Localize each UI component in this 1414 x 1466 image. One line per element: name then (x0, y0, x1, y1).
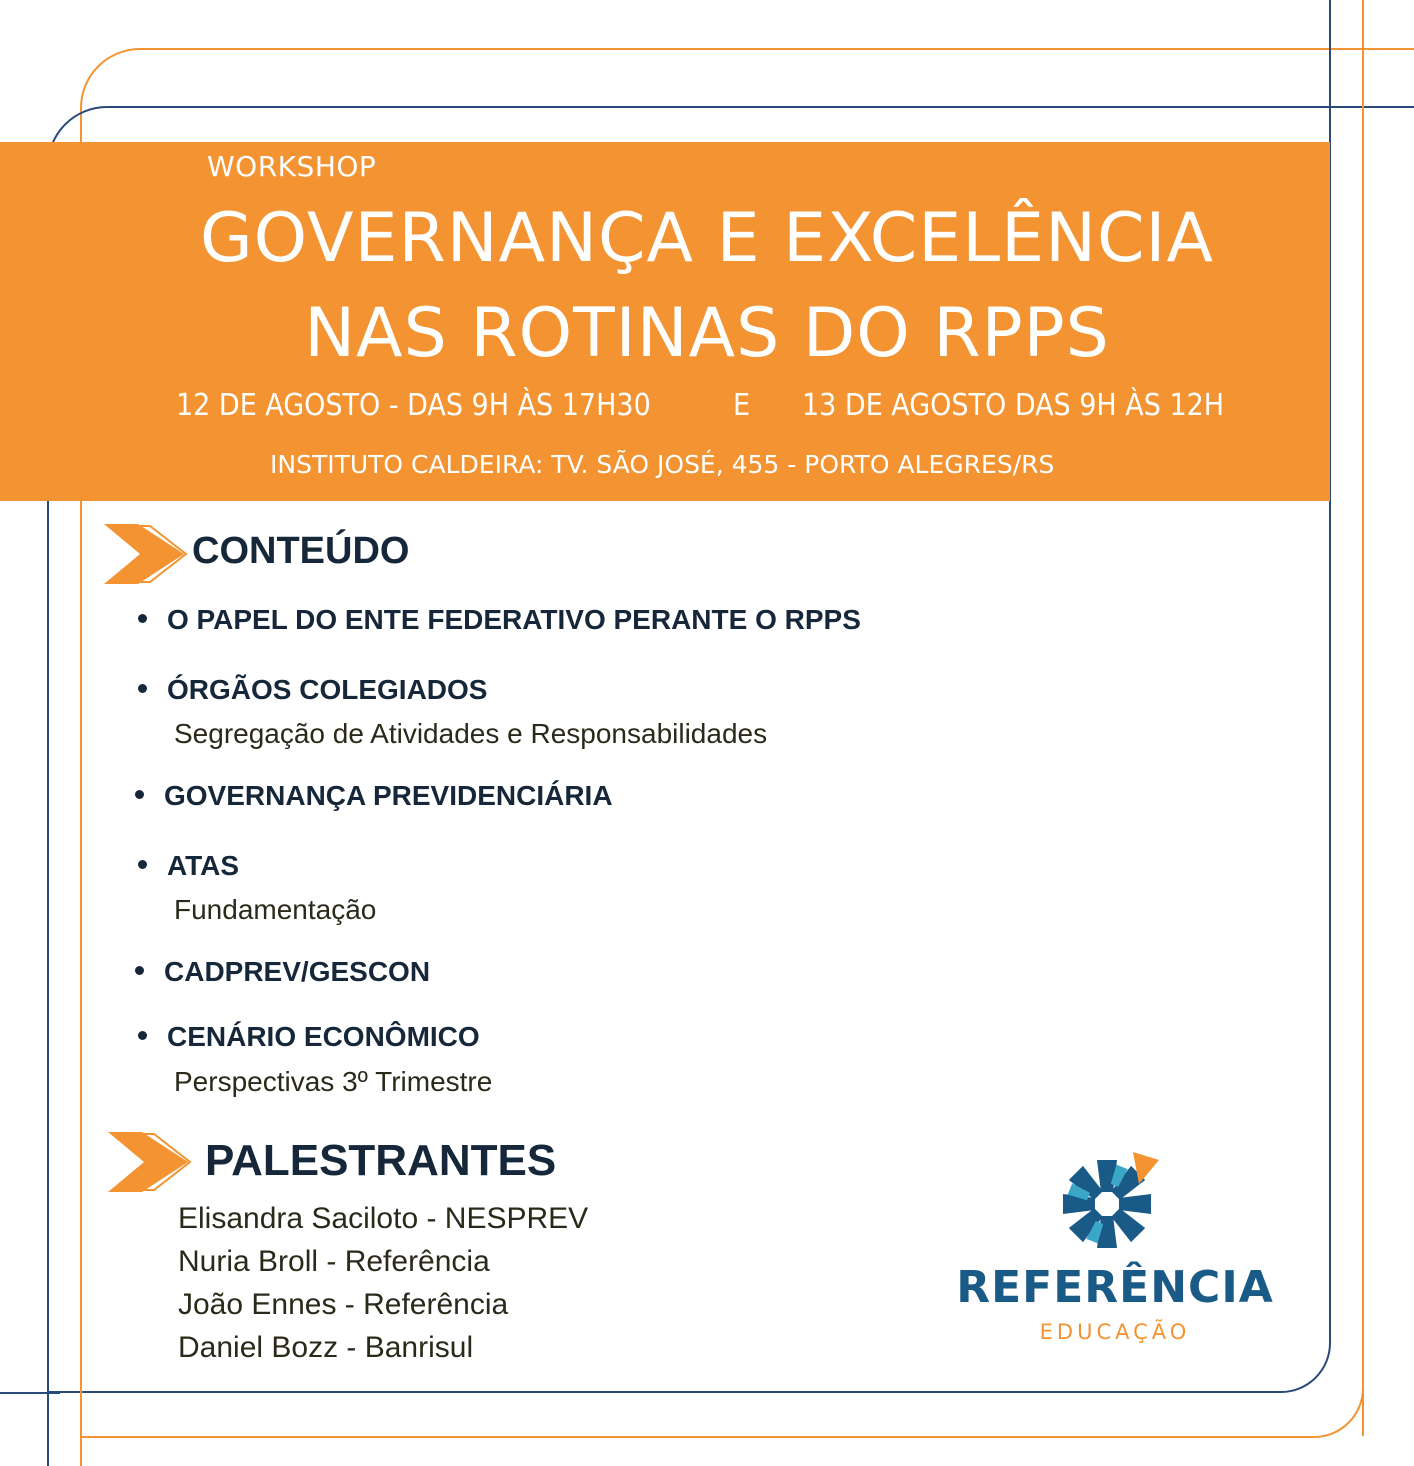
content-item-subtitle: Perspectivas 3º Trimestre (174, 1066, 493, 1097)
content-item: GOVERNANÇA PREVIDENCIÁRIA (135, 780, 613, 812)
orange-frame-left-ext (80, 1380, 82, 1466)
logo-tagline: EDUCAÇÃO (1039, 1320, 1191, 1344)
date-first-day: 12 DE AGOSTO - DAS 9H ÀS 17H30 (176, 388, 651, 423)
speakers-arrow-icon (104, 1128, 194, 1196)
navy-frame-bottom-ext (0, 1392, 60, 1394)
content-item: CADPREV/GESCON (135, 956, 430, 988)
title-line-1: GOVERNANÇA E EXCELÊNCIA (199, 199, 1214, 278)
title-line-2: NAS ROTINAS DO RPPS (304, 294, 1110, 373)
bullet-icon (135, 790, 144, 799)
content-item: ÓRGÃOS COLEGIADOS (138, 674, 487, 706)
content-heading: CONTEÚDO (192, 530, 410, 572)
speaker-name: Elisandra Saciloto - NESPREV (178, 1202, 589, 1235)
content-item-subtitle: Segregação de Atividades e Responsabilidades (174, 718, 768, 749)
bullet-icon (138, 1031, 147, 1040)
bullet-icon (138, 684, 147, 693)
speaker-name: Daniel Bozz - Banrisul (178, 1331, 474, 1364)
navy-frame-top (108, 106, 1414, 108)
speaker-name: Nuria Broll - Referência (178, 1245, 490, 1278)
bullet-icon (135, 966, 144, 975)
speakers-heading: PALESTRANTES (205, 1136, 557, 1185)
content-item: CENÁRIO ECONÔMICO (138, 1021, 480, 1053)
content-item: ATAS (138, 850, 239, 882)
content-item: O PAPEL DO ENTE FEDERATIVO PERANTE O RPPS (138, 604, 861, 636)
speaker-name: João Ennes - Referência (178, 1288, 509, 1321)
workshop-label: WORKSHOP (207, 150, 377, 183)
bullet-icon (138, 860, 147, 869)
date-second-day: 13 DE AGOSTO DAS 9H ÀS 12H (802, 388, 1225, 423)
referencia-logo-icon (1055, 1150, 1165, 1255)
content-arrow-icon (100, 520, 190, 588)
orange-frame-bottom (80, 1386, 1364, 1438)
bullet-icon (138, 614, 147, 623)
logo-name: REFERÊNCIA (956, 1262, 1274, 1313)
content-item-subtitle: Fundamentação (174, 894, 377, 925)
navy-frame-right-ext (1329, 0, 1331, 110)
event-address: INSTITUTO CALDEIRA: TV. SÃO JOSÉ, 455 - PORTO ALEGRES/RS (270, 450, 1055, 479)
date-separator: E (733, 388, 751, 423)
